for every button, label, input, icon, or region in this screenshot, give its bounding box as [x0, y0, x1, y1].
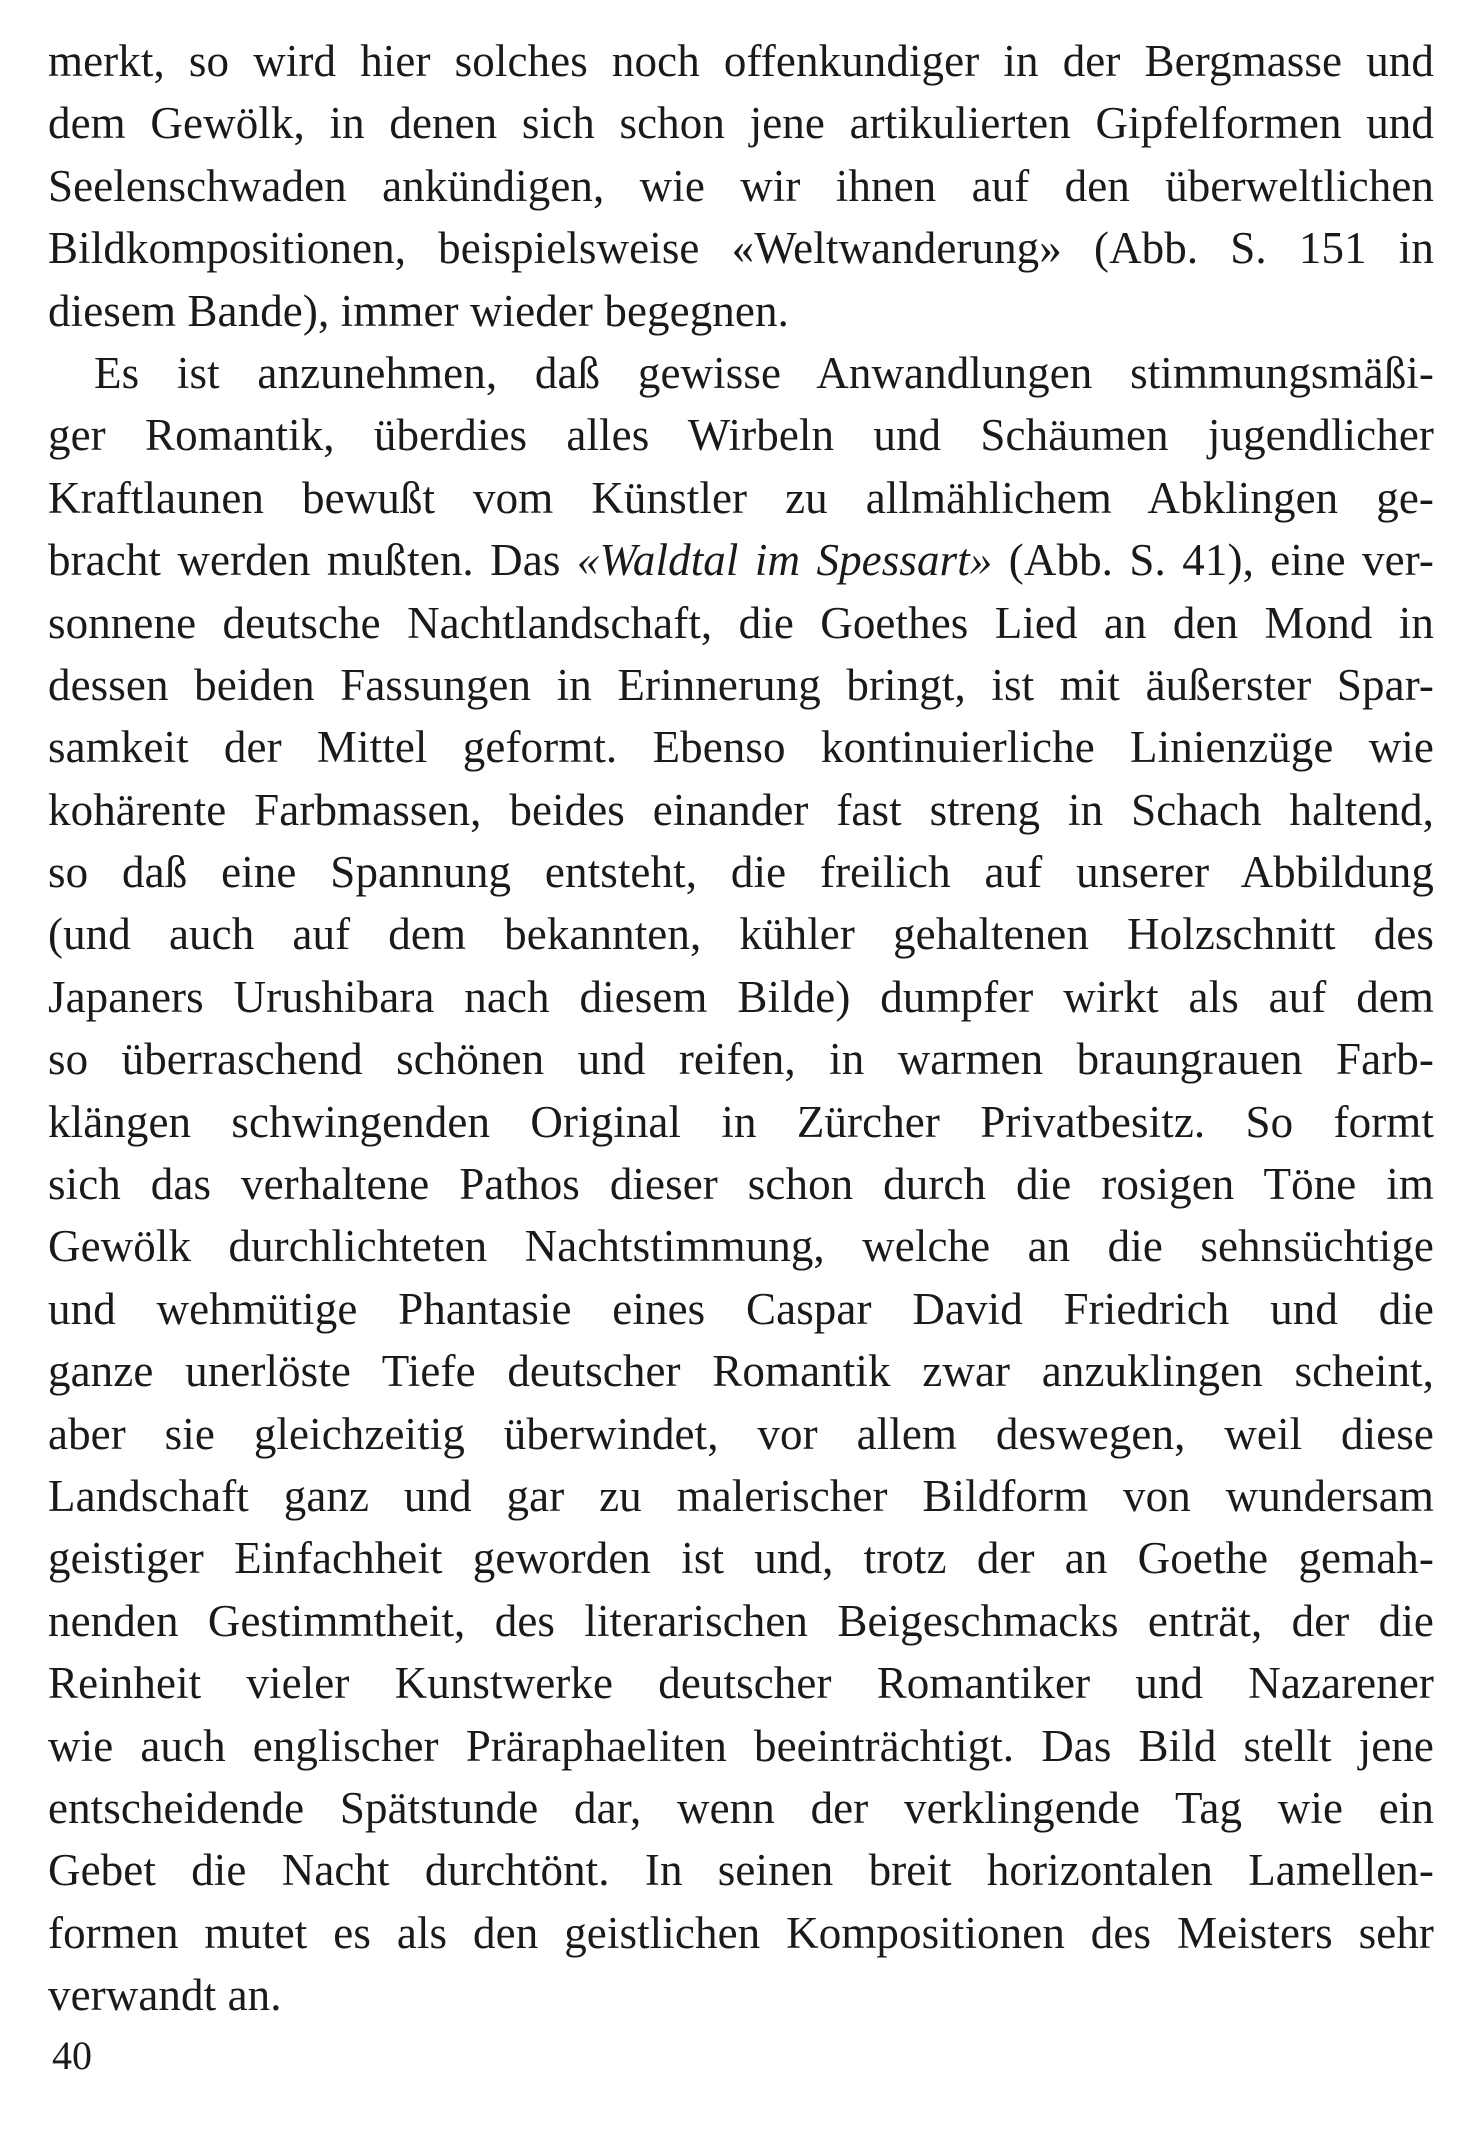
page-number: 40 — [52, 2033, 92, 2078]
body-text-line: sonnene deutsche Nachtlandschaft, die Goethes Lied an den Mond in — [48, 597, 1434, 648]
artwork-title: «Waldtal im Spessart» — [576, 535, 993, 586]
body-text-line: Japaners Urushibara nach diesem Bilde) dumpfer wirkt als auf dem — [48, 971, 1434, 1022]
body-text-line: ger Romantik, überdies alles Wirbeln und Schäumen jugendlicher — [48, 410, 1434, 461]
body-text-line — [48, 529, 1434, 591]
body-text-line: nenden Gestimmtheit, des literarischen Beigeschmacks enträt, der die — [48, 1595, 1434, 1646]
text-run: bracht werden mußten. Das — [48, 535, 577, 586]
body-text-line: dessen beiden Fassungen in Erinnerung bringt, ist mit äußerster Spar- — [48, 659, 1434, 710]
body-text-line: diesem Bande), immer wieder begegnen. — [48, 285, 789, 336]
body-text-line: Kraftlaunen bewußt vom Künstler zu allmählichem Abklingen ge- — [48, 472, 1434, 523]
body-text-line: ganze unerlöste Tiefe deutscher Romantik zwar anzuklingen scheint, — [48, 1346, 1434, 1397]
paragraph-first-line: Es ist anzunehmen, daß gewisse Anwandlungen stimmungsmäßi- — [94, 347, 1434, 398]
body-text-line: so daß eine Spannung entsteht, die freilich auf unserer Abbildung — [48, 847, 1434, 898]
body-text-line: dem Gewölk, in denen sich schon jene artikulierten Gipfelformen und — [48, 98, 1434, 149]
body-text-line: kohärente Farbmassen, beides einander fast streng in Schach haltend, — [48, 784, 1434, 835]
body-text-line: aber sie gleichzeitig überwindet, vor allem deswegen, weil diese — [48, 1408, 1434, 1459]
body-text-line: und wehmütige Phantasie eines Caspar David Friedrich und die — [48, 1283, 1434, 1334]
text-run: (Abb. S. 41), eine ver- — [992, 535, 1434, 586]
body-text-line: Gewölk durchlichteten Nachtstimmung, welche an die sehnsüchtige — [48, 1221, 1434, 1272]
body-text-line: Reinheit vieler Kunstwerke deutscher Romantiker und Nazarener — [48, 1658, 1434, 1709]
body-text-line: samkeit der Mittel geformt. Ebenso kontinuierliche Linienzüge wie — [48, 722, 1434, 773]
body-text-line: Landschaft ganz und gar zu malerischer Bildform von wundersam — [48, 1470, 1434, 1521]
body-text-line: Seelenschwaden ankündigen, wie wir ihnen auf den überweltlichen — [48, 160, 1434, 211]
body-text-line: verwandt an. — [48, 1970, 282, 2021]
body-text-line: geistiger Einfachheit geworden ist und, trotz der an Goethe gemah- — [48, 1533, 1434, 1584]
body-text-line: merkt, so wird hier solches noch offenkundiger in der Bergmasse und — [48, 36, 1434, 86]
body-text-line: so überraschend schönen und reifen, in warmen braungrauen Farb- — [48, 1034, 1434, 1085]
body-text-line: wie auch englischer Präraphaeliten beeinträchtigt. Das Bild stellt jene — [48, 1720, 1434, 1771]
body-text-line: entscheidende Spätstunde dar, wenn der verklingende Tag wie ein — [48, 1782, 1434, 1833]
document-page — [48, 30, 1434, 2027]
body-text-line: klängen schwingenden Original in Zürcher Privatbesitz. So formt — [48, 1096, 1434, 1147]
body-text-line: Gebet die Nacht durchtönt. In seinen breit horizontalen Lamellen- — [48, 1845, 1434, 1896]
body-text-line: (und auch auf dem bekannten, kühler gehaltenen Holzschnitt des — [48, 909, 1434, 960]
body-text-line: sich das verhaltene Pathos dieser schon durch die rosigen Töne im — [48, 1159, 1434, 1210]
body-text-line: formen mutet es als den geistlichen Kompositionen des Meisters sehr — [48, 1907, 1434, 1958]
body-text-line: Bildkompositionen, beispielsweise «Weltwanderung» (Abb. S. 151 in — [48, 223, 1434, 274]
